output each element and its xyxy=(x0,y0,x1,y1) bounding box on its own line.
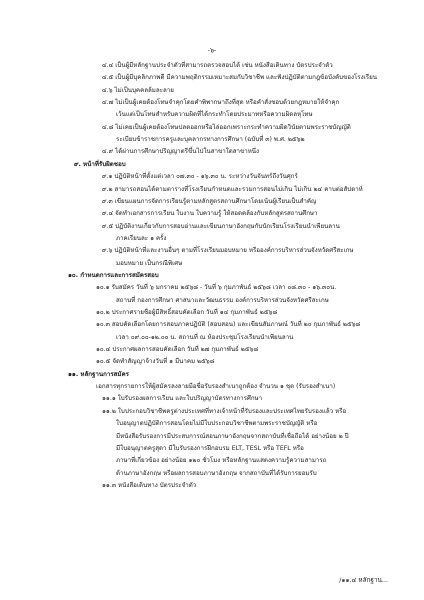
document-line: ๑๐.๔ ประกาศผลการสอบคัดเลือก วันที่ ๒๗ กุมภาพันธ์ ๒๕๖๘ xyxy=(96,346,259,354)
document-line: ๔.๙ ได้ผ่านการศึกษาปริญญาตรีขึ้นไปในสาขาใดสาขาหนึ่ง xyxy=(102,148,260,156)
document-line: ด้านภาษาอังกฤษ หรือผลการสอบภาษาอังกฤษ จากสถาบันที่ได้รับการยอมรับ xyxy=(116,469,317,477)
document-line: เอกสารทุกรายการให้ผู้สมัครลงลายมือชื่อรับรองสำเนาถูกต้อง จำนวน ๑ ชุด (รับรองสำเนา) xyxy=(96,383,336,391)
document-line: มีหนังสือรับรองการมีประสบการณ์สอนภาษาอังกฤษจากสถาบันที่เชื่อถือได้ อย่างน้อย ๒ ปี xyxy=(116,432,349,440)
continuation-note: /๑๑.๔ หลักฐาน... xyxy=(339,576,388,584)
document-line: ๑๐.๓ สอบคัดเลือกโดยการสอบภาคปฏิบัติ (สอบสอน) และเขียนสัมภาษณ์ วันที่ ๒๐ กุมภาพันธ์ ๒๕๖๘ xyxy=(96,321,361,329)
document-line: เว้นแต่เป็นโทษสำหรับความผิดที่ได้กระทำโดยประมาทหรือความผิดลหุโทษ xyxy=(116,111,313,119)
document-line: ๙.๒ สามารถสอนได้ตามตารางที่โรงเรียนกำหนดและรวมการสอนไม่เกิน ไม่เกิน ๒๔ คาบต่อสัปดาห์ xyxy=(102,185,363,193)
document-line: ๑๐.๒ ประกาศรายชื่อผู้มีสิทธิ์สอบคัดเลือก วันที่ ๑๔ กุมภาพันธ์ ๒๕๖๘ xyxy=(96,309,278,316)
document-line: ๙. หน้าที่รับผิดชอบ xyxy=(74,160,126,168)
document-line: มีใบอนุญาตครูสุดา มีใบรับรองการฝึกอบรม ELT, TESL หรือ TEFL หรือ xyxy=(116,444,304,452)
document-line: ๔.๘ ไม่เคยเป็นผู้เคยต้องโทษปลดออกหรือไล่ออกเพราะกระทำความผิดวินัยตามพระราชบัญญัติ xyxy=(102,123,351,131)
document-line: ๔.๖ ไม่เป็นบุคคลล้มละลาย xyxy=(102,86,174,94)
document-line: ๑๐.๑ รับสมัคร วันที่ ๖ มกราคม ๒๕๖๘ - วันที่ ๖ กุมภาพันธ์ ๒๕๖๘ เวลา ๐๘.๓๐ - ๑๖.๓๐น. xyxy=(96,284,337,292)
document-line: ระเบียบข้าราชการครูและบุคลากรทางการศึกษา (ฉบับที่ ๓) พ.ศ. ๒๕๖๒ xyxy=(116,136,305,144)
document-line: สถานที่ กองการศึกษา ศาสนาและวัฒนธรรม องค์การบริหารส่วนจังหวัดศรีสะเกษ xyxy=(116,296,329,304)
document-line: มอบหมาย เป็นกรณีพิเศษ xyxy=(116,259,183,267)
document-line: ๑๑.๓ หนังสือเดินทาง บัตรประจำตัว xyxy=(102,481,197,489)
document-line: ๔.๕ เป็นผู้มีบุคลิกภาพดี มีความพฤติกรรมเหมาะสมกับวิชาชีพ และฟังปฏิบัติตามกฎข้อบังคับของโรงเรียน xyxy=(102,74,377,82)
document-line: ๙.๔ จัดทำเอกสารการเรียน ใบงาน ใบความรู้ ให้สอดคล้องกับหลักสูตรสถานศึกษา xyxy=(102,210,318,218)
document-line: ๙.๑ ปฏิบัติหน้าที่ตั้งแต่เวลา ๐๗.๓๐ - ๑๖.๓๐ น. ระหว่างวันจันทร์ถึงวันศุกร์ xyxy=(102,173,298,181)
document-line: ภาคเรียนละ ๑ ครั้ง xyxy=(116,234,167,242)
document-line: ๙.๖ ปฏิบัติหน้าที่และงานอื่นๆ ตามที่โรงเรียนมอบหมาย หรือองค์การบริหารส่วนจังหวัดศรีสะเกษ xyxy=(102,247,354,255)
document-line: ๙.๕ ปฏิบัติงานเกี่ยวกับการสอบอ่านและเขียนภาษาอังกฤษกับนักเรียนโรงเรียนนำเพียนลาน xyxy=(102,222,340,230)
document-line: ๔.๔ เป็นผู้มีหลักฐานประจำตัวที่สามารถตรวจสอบได้ เช่น หนังสือเดินทาง บัตรประจำตัว xyxy=(102,62,333,69)
document-line: ๔.๗ ไม่เป็นผู้เคยต้องโทษจำคุกโดยคำพิพากษาถึงที่สุด หรือคำสั่งชอบด้วยกฎหมายให้จำคุก xyxy=(102,99,340,106)
document-line: ใบอนุญาตปฏิบัติการสอนโดยไม่มีใบประกอบวิชาชีพตามพระราชบัญญัติ หรือ xyxy=(116,420,318,428)
document-line: ๑๑. หลักฐานการสมัคร xyxy=(68,370,129,378)
document-line: ๑๐.๕ จัดทำสัญญาจ้างวันที่ ๑ มีนาคม ๒๕๖๘ xyxy=(96,358,215,366)
document-line: เวลา ๐๙.๐๐-๑๒.๐๐ น. สถานที่ ณ ห้องประชุมโรงเรียนนำเพียนลาน xyxy=(116,333,294,341)
document-line: ๑๑.๑ ใบรับรองผลการเรียน และใบปริญญาบัตรทางการศึกษา xyxy=(102,395,263,403)
document-line: ภาษาที่เกี่ยวข้อง อย่างน้อย ๑๒๐ ชั่วโมง หรือหลักฐานแสดงความรู้ความสามารถ xyxy=(116,457,327,465)
document-line: ๑๐. กำหนดการและการสมัครสอบ xyxy=(68,271,159,279)
page-number: -๖- xyxy=(207,46,217,54)
document-line: ๑๑.๒ ใบประกอบวิชาชีพครูต่างประเทศที่ทางเจ้าหน้าที่รับรองและประเทศไทยรับรองแล้ว หรือ xyxy=(102,407,347,415)
document-line: ๙.๓ เขียนแผนการจัดการเรียนรู้ตามหลักสูตรสถานศึกษาโดยเน้นผู้เรียนเป็นสำคัญ xyxy=(102,197,317,205)
